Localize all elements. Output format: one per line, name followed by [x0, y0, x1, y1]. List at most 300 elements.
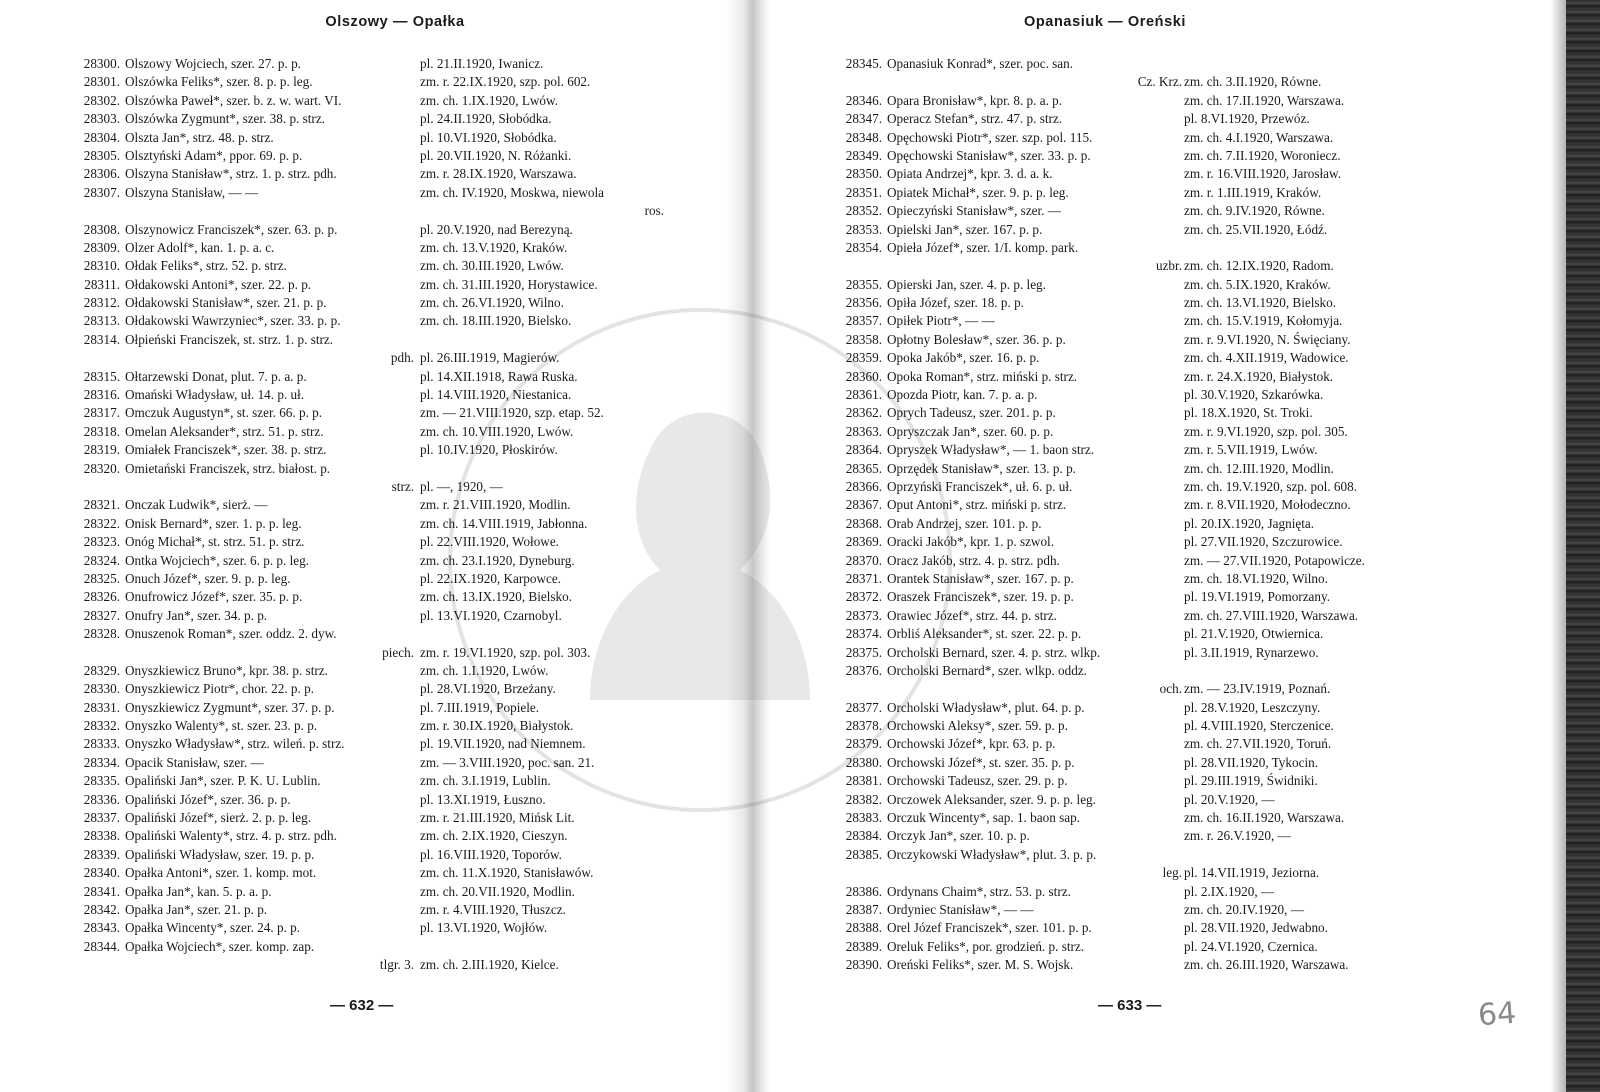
entry-name-rank-unit: Onuszenok Roman*, szer. oddz. 2. dyw.: [125, 626, 337, 642]
entry-fate: zm. ch. 5.IX.1920, Kraków.: [1184, 276, 1331, 292]
entry-number: 28341.: [83, 883, 120, 899]
entry-fate: zm. ch. 27.VIII.1920, Warszawa.: [1184, 607, 1359, 623]
list-item: [64, 221, 664, 239]
entry-row: [64, 147, 664, 165]
list-item: [64, 276, 664, 294]
page-number-right: — 633 —: [1098, 997, 1162, 1014]
entry-row: [826, 552, 1446, 570]
entry-row-continued: [826, 257, 1446, 275]
entry-number: 28360.: [845, 368, 882, 384]
entry-name-rank-unit: Opiata Andrzej*, kpr. 3. d. a. k.: [887, 166, 1053, 182]
entry-row: [826, 478, 1446, 496]
list-item: [64, 184, 664, 221]
entry-row: [826, 791, 1446, 809]
entry-fate-continued: ros.: [644, 203, 664, 219]
entry-name-rank-unit: Oracz Jakób, strz. 4. p. strz. pdh.: [887, 552, 1060, 568]
entry-fate: zm. ch. 1.IX.1920, Lwów.: [420, 92, 558, 108]
entry-number: 28375.: [845, 644, 882, 660]
entries-list-left: [64, 55, 664, 975]
list-item: [64, 938, 664, 975]
list-item: [826, 809, 1446, 827]
entry-fate: zm. ch. 12.IX.1920, Radom.: [1184, 258, 1334, 274]
list-item: [826, 956, 1446, 974]
entry-row: [826, 717, 1446, 735]
entry-number: 28343.: [83, 920, 120, 936]
list-item: [826, 441, 1446, 459]
entry-unit-continued: tlgr. 3.: [379, 957, 414, 973]
entry-number: 28357.: [845, 313, 882, 329]
entry-fate: zm. ch. 9.IV.1920, Równe.: [1184, 203, 1325, 219]
entry-number: 28312.: [83, 295, 120, 311]
entry-row: [64, 404, 664, 422]
entry-fate: pl. 8.VI.1920, Przewóz.: [1184, 111, 1310, 127]
entry-name-rank-unit: Olszynowicz Franciszek*, szer. 63. p. p.: [125, 221, 338, 237]
entry-number: 28367.: [845, 497, 882, 513]
entry-row: [826, 625, 1446, 643]
entry-name-rank-unit: Orantek Stanisław*, szer. 167. p. p.: [887, 570, 1074, 586]
list-item: [826, 846, 1446, 883]
list-item: [826, 92, 1446, 110]
entry-number: 28302.: [83, 92, 120, 108]
entry-fate: zm. r. 16.VIII.1920, Jarosław.: [1184, 166, 1341, 182]
entry-fate: zm. r. 26.V.1920, —: [1184, 828, 1291, 844]
entry-name-rank-unit: Ordyniec Stanisław*, — —: [887, 901, 1034, 917]
entry-row-continued: [64, 202, 664, 220]
entry-number: 28379.: [845, 736, 882, 752]
entry-number: 28311.: [84, 276, 120, 292]
entry-name-rank-unit: Olszyna Stanisław, — —: [125, 184, 259, 200]
list-item: [826, 717, 1446, 735]
entry-name-rank-unit: Opryszek Władysław*, — 1. baon strz.: [887, 442, 1095, 458]
entry-fate: pl. 18.X.1920, St. Troki.: [1184, 405, 1313, 421]
entry-fate: zm. r. 30.IX.1920, Białystok.: [420, 718, 574, 734]
entry-fate: zm. ch. 13.IX.1920, Bielsko.: [420, 589, 573, 605]
entry-number: 28389.: [845, 938, 882, 954]
entry-number: 28362.: [845, 405, 882, 421]
entry-fate: zm. ch. 2.IX.1920, Cieszyn.: [420, 828, 568, 844]
entry-number: 28315.: [83, 368, 120, 384]
entry-fate: pl. 22.IX.1920, Karpowce.: [420, 570, 561, 586]
list-item: [64, 864, 664, 882]
entry-number: 28328.: [83, 626, 120, 642]
list-item: [64, 147, 664, 165]
list-item: [826, 791, 1446, 809]
list-item: [64, 460, 664, 497]
entry-number: 28338.: [83, 828, 120, 844]
entry-name-rank-unit: Ołdakowski Wawrzyniec*, szer. 33. p. p.: [125, 313, 341, 329]
entry-name-rank-unit: Olszówka Feliks*, szer. 8. p. p. leg.: [125, 74, 313, 90]
list-item: [64, 735, 664, 753]
entry-unit-continued: uzbr.: [1155, 258, 1182, 274]
entry-number: 28314.: [83, 331, 120, 347]
entry-row: [826, 202, 1446, 220]
entry-row: [826, 331, 1446, 349]
entry-name-rank-unit: Onisk Bernard*, szer. 1. p. p. leg.: [125, 515, 302, 531]
entry-row: [64, 110, 664, 128]
entry-fate: pl. 20.IX.1920, Jagnięta.: [1184, 515, 1315, 531]
entry-fate: pl. 22.VIII.1920, Wołowe.: [420, 534, 559, 550]
entry-row: [826, 221, 1446, 239]
entry-row-continued: [826, 680, 1446, 698]
entry-number: 28327.: [83, 607, 120, 623]
entry-name-rank-unit: Opęchowski Piotr*, szer. szp. pol. 115.: [887, 129, 1093, 145]
entry-fate: zm. ch. 2.III.1920, Kielce.: [420, 957, 559, 973]
entry-number: 28334.: [83, 754, 120, 770]
entry-fate: zm. ch. 15.V.1919, Kołomyja.: [1184, 313, 1343, 329]
entry-number: 28385.: [845, 846, 882, 862]
entry-row: [64, 496, 664, 514]
entry-fate: zm. ch. 26.VI.1920, Wilno.: [420, 295, 564, 311]
list-item: [64, 55, 664, 73]
entry-fate: pl. 13.VI.1920, Wojłów.: [420, 920, 548, 936]
entry-row: [826, 423, 1446, 441]
entry-number: 28333.: [83, 736, 120, 752]
entry-number: 28323.: [83, 534, 120, 550]
entry-name-rank-unit: Onyszkiewicz Bruno*, kpr. 38. p. strz.: [125, 662, 328, 678]
entry-number: 28321.: [83, 497, 120, 513]
entry-row: [826, 515, 1446, 533]
entry-number: 28380.: [845, 754, 882, 770]
entry-fate: zm. r. 21.III.1920, Mińsk Lit.: [420, 810, 575, 826]
entry-name-rank-unit: Opoka Jakób*, szer. 16. p. p.: [887, 350, 1040, 366]
list-item: [64, 257, 664, 275]
left-page: [0, 0, 770, 1092]
entry-row: [826, 129, 1446, 147]
entry-name-rank-unit: Opłotny Bolesław*, szer. 36. p. p.: [887, 331, 1066, 347]
entry-name-rank-unit: Onyszkiewicz Zygmunt*, szer. 37. p. p.: [125, 699, 335, 715]
entry-number: 28320.: [83, 460, 120, 476]
entry-name-rank-unit: Omietański Franciszek, strz. białost. p.: [125, 460, 331, 476]
entry-row: [826, 184, 1446, 202]
entry-fate: pl. 4.VIII.1920, Sterczenice.: [1184, 718, 1334, 734]
entry-name-rank-unit: Orcholski Bernard*, szer. wlkp. oddz.: [887, 662, 1087, 678]
entry-name-rank-unit: Olszowy Wojciech, szer. 27. p. p.: [125, 56, 301, 71]
entry-fate: zm. ch. 1.I.1920, Lwów.: [420, 662, 549, 678]
entry-row: [64, 938, 664, 956]
list-item: [64, 533, 664, 551]
list-item: [64, 570, 664, 588]
entry-name-rank-unit: Onufry Jan*, szer. 34. p. p.: [125, 607, 268, 623]
entry-row: [64, 276, 664, 294]
entry-name-rank-unit: Opiłek Piotr*, — —: [887, 313, 995, 329]
list-item: [64, 515, 664, 533]
entry-number: 28300.: [83, 56, 120, 71]
list-item: [826, 625, 1446, 643]
entry-number: 28310.: [83, 258, 120, 274]
entry-fate: pl. 27.VII.1920, Szczurowice.: [1184, 534, 1343, 550]
entry-number: 28335.: [83, 773, 120, 789]
entry-number: 28340.: [83, 865, 120, 881]
entry-name-rank-unit: Ołdakowski Antoni*, szer. 22. p. p.: [125, 276, 312, 292]
entry-row: [826, 570, 1446, 588]
entry-number: 28344.: [83, 938, 120, 954]
entry-fate: zm. ch. 18.III.1920, Bielsko.: [420, 313, 572, 329]
entry-unit-continued: strz.: [391, 478, 414, 494]
entry-fate: zm. ch. 30.III.1920, Lwów.: [420, 258, 564, 274]
list-item: [64, 441, 664, 459]
entry-number: 28309.: [83, 239, 120, 255]
entry-fate: pl. 16.VIII.1920, Toporów.: [420, 846, 562, 862]
entry-name-rank-unit: Onufrowicz Józef*, szer. 35. p. p.: [125, 589, 303, 605]
entry-name-rank-unit: Opierski Jan, szer. 4. p. p. leg.: [887, 276, 1046, 292]
list-item: [826, 478, 1446, 496]
entry-name-rank-unit: Opieła Józef*, szer. 1/I. komp. park.: [887, 239, 1079, 255]
entry-row: [826, 938, 1446, 956]
entry-number: 28307.: [83, 184, 120, 200]
entry-row: [64, 699, 664, 717]
entry-fate: pl. 19.VI.1919, Pomorzany.: [1184, 589, 1331, 605]
list-item: [64, 331, 664, 368]
entry-row: [64, 772, 664, 790]
entry-row: [826, 644, 1446, 662]
entry-name-rank-unit: Opaliński Józef*, szer. 36. p. p.: [125, 791, 291, 807]
entry-name-rank-unit: Oprzyński Franciszek*, uł. 6. p. uł.: [887, 478, 1073, 494]
entry-name-rank-unit: Onyszko Walenty*, st. szer. 23. p. p.: [125, 718, 318, 734]
entry-fate: pl. 3.II.1919, Rynarzewo.: [1184, 644, 1319, 660]
entry-row: [826, 404, 1446, 422]
entry-name-rank-unit: Opiatek Michał*, szer. 9. p. p. leg.: [887, 184, 1069, 200]
list-item: [64, 368, 664, 386]
list-item: [826, 588, 1446, 606]
entry-fate: zm. r. 8.VII.1920, Mołodeczno.: [1184, 497, 1351, 513]
entry-name-rank-unit: Orchowski Aleksy*, szer. 59. p. p.: [887, 718, 1068, 734]
entry-name-rank-unit: Ordynans Chaim*, strz. 53. p. strz.: [887, 883, 1071, 899]
entry-number: 28345.: [845, 56, 882, 71]
entry-unit-continued: piech.: [382, 644, 414, 660]
entry-row: [826, 662, 1446, 680]
entry-number: 28303.: [83, 111, 120, 127]
entry-fate: pl. 14.XII.1918, Rawa Ruska.: [420, 368, 578, 384]
entry-number: 28301.: [83, 74, 120, 90]
entry-name-rank-unit: Olszta Jan*, strz. 48. p. strz.: [125, 129, 274, 145]
scan-edge-shadow: [1566, 0, 1600, 1092]
entry-row: [64, 791, 664, 809]
entry-row: [64, 846, 664, 864]
entry-name-rank-unit: Opara Bronisław*, kpr. 8. p. a. p.: [887, 92, 1063, 108]
entry-fate: pl. 14.VII.1919, Jeziorna.: [1184, 865, 1320, 881]
entry-row: [826, 276, 1446, 294]
entry-name-rank-unit: Olzer Adolf*, kan. 1. p. a. c.: [125, 239, 275, 255]
entry-fate: zm. ch. 16.II.1920, Warszawa.: [1184, 810, 1345, 826]
entry-name-rank-unit: Opałka Jan*, szer. 21. p. p.: [125, 901, 268, 917]
entry-number: 28356.: [845, 295, 882, 311]
entry-fate: zm. r. 1.III.1919, Kraków.: [1184, 184, 1322, 200]
entry-fate: pl. —, 1920, —: [420, 478, 503, 494]
entry-number: 28390.: [845, 957, 882, 973]
entry-fate: pl. 28.V.1920, Leszczyny.: [1184, 699, 1321, 715]
entry-number: 28353.: [845, 221, 882, 237]
entry-fate: zm. ch. 23.I.1920, Dyneburg.: [420, 552, 575, 568]
entry-row: [64, 552, 664, 570]
entry-name-rank-unit: Oprych Tadeusz, szer. 201. p. p.: [887, 405, 1056, 421]
entry-name-rank-unit: Oreński Feliks*, szer. M. S. Wojsk.: [887, 957, 1074, 973]
entry-number: 28354.: [845, 239, 882, 255]
entry-row: [64, 165, 664, 183]
entry-fate: pl. 29.III.1919, Świdniki.: [1184, 773, 1318, 789]
entry-row: [64, 680, 664, 698]
list-item: [826, 496, 1446, 514]
entry-fate: pl. 19.VII.1920, nad Niemnem.: [420, 736, 586, 752]
entry-name-rank-unit: Ontka Wojciech*, szer. 6. p. p. leg.: [125, 552, 310, 568]
entry-fate: zm. ch. 25.VII.1920, Łódź.: [1184, 221, 1328, 237]
entry-name-rank-unit: Omiałek Franciszek*, szer. 38. p. strz.: [125, 442, 327, 458]
list-item: [64, 607, 664, 625]
entry-fate: pl. 14.VIII.1920, Niestanica.: [420, 387, 572, 403]
entry-row: [64, 625, 664, 643]
entry-name-rank-unit: Opieczyński Stanisław*, szer. —: [887, 203, 1061, 219]
list-item: [64, 404, 664, 422]
list-item: [64, 827, 664, 845]
entry-fate: zm. ch. 13.V.1920, Kraków.: [420, 239, 568, 255]
entry-name-rank-unit: Opoka Roman*, strz. miński p. strz.: [887, 368, 1078, 384]
entry-number: 28325.: [83, 570, 120, 586]
page-number-left: — 632 —: [330, 997, 394, 1014]
list-item: [826, 662, 1446, 699]
list-item: [826, 919, 1446, 937]
entry-fate: zm. ch. 4.I.1920, Warszawa.: [1184, 129, 1334, 145]
entry-fate: zm. ch. 13.VI.1920, Bielsko.: [1184, 295, 1337, 311]
entry-fate: pl. 28.VII.1920, Jedwabno.: [1184, 920, 1328, 936]
entry-row: [826, 496, 1446, 514]
entry-name-rank-unit: Oracki Jakób*, kpr. 1. p. szwol.: [887, 534, 1055, 550]
entry-row: [64, 386, 664, 404]
entry-number: 28322.: [83, 515, 120, 531]
entry-row: [64, 331, 664, 349]
handwritten-note: 64: [1476, 995, 1518, 1034]
entry-row: [826, 312, 1446, 330]
entry-fate: zm. — 23.IV.1919, Poznań.: [1184, 681, 1331, 697]
entry-row: [64, 460, 664, 478]
entry-row: [64, 754, 664, 772]
list-item: [826, 331, 1446, 349]
entry-row: [826, 956, 1446, 974]
entry-number: 28351.: [845, 184, 882, 200]
entry-row: [64, 73, 664, 91]
entry-fate: pl. 10.VI.1920, Słobódka.: [420, 129, 557, 145]
list-item: [826, 772, 1446, 790]
entry-fate: pl. 28.VI.1920, Brzeżany.: [420, 681, 556, 697]
entry-row: [826, 901, 1446, 919]
entry-row: [826, 699, 1446, 717]
entry-row: [64, 312, 664, 330]
entry-row: [826, 809, 1446, 827]
entry-row: [64, 221, 664, 239]
entry-row: [64, 662, 664, 680]
entry-number: 28384.: [845, 828, 882, 844]
list-item: [64, 901, 664, 919]
entry-name-rank-unit: Orczykowski Władysław*, plut. 3. p. p.: [887, 846, 1097, 862]
entry-number: 28378.: [845, 718, 882, 734]
entry-number: 28339.: [83, 846, 120, 862]
entry-number: 28348.: [845, 129, 882, 145]
entry-number: 28386.: [845, 883, 882, 899]
entry-number: 28355.: [845, 276, 882, 292]
entry-number: 28329.: [83, 662, 120, 678]
entry-name-rank-unit: Olszyna Stanisław*, strz. 1. p. strz. pdh.: [125, 166, 337, 182]
entry-number: 28316.: [83, 387, 120, 403]
list-item: [64, 423, 664, 441]
entry-fate: zm. ch. 12.III.1920, Modlin.: [1184, 460, 1334, 476]
entry-number: 28366.: [845, 478, 882, 494]
entry-row: [64, 129, 664, 147]
entry-fate: zm. ch. 3.II.1920, Równe.: [1184, 74, 1322, 90]
entry-row: [64, 570, 664, 588]
list-item: [826, 699, 1446, 717]
entry-row-continued: [64, 956, 664, 974]
list-item: [826, 165, 1446, 183]
entry-row: [826, 368, 1446, 386]
entry-row: [64, 294, 664, 312]
entry-fate: zm. ch. 18.VI.1920, Wilno.: [1184, 570, 1328, 586]
running-head-left: Olszowy — Opałka: [325, 14, 465, 30]
list-item: [826, 221, 1446, 239]
entry-name-rank-unit: Orczowek Aleksander, szer. 9. p. p. leg.: [887, 791, 1096, 807]
entry-fate: pl. 28.VII.1920, Tykocin.: [1184, 754, 1318, 770]
list-item: [826, 349, 1446, 367]
entry-row: [826, 919, 1446, 937]
entry-number: 28318.: [83, 423, 120, 439]
entry-number: 28337.: [83, 810, 120, 826]
list-item: [826, 938, 1446, 956]
entry-number: 28349.: [845, 147, 882, 163]
entry-row: [826, 588, 1446, 606]
entry-name-rank-unit: Opałka Jan*, kan. 5. p. a. p.: [125, 883, 272, 899]
entry-number: 28383.: [845, 810, 882, 826]
entry-number: 28305.: [83, 147, 120, 163]
entry-fate: zm. ch. 31.III.1920, Horystawice.: [420, 276, 598, 292]
list-item: [64, 294, 664, 312]
entry-name-rank-unit: Orcholski Władysław*, plut. 64. p. p.: [887, 699, 1085, 715]
list-item: [64, 791, 664, 809]
entry-name-rank-unit: Oprzędek Stanisław*, szer. 13. p. p.: [887, 460, 1076, 476]
entry-row: [64, 883, 664, 901]
entry-number: 28364.: [845, 442, 882, 458]
entry-row: [826, 846, 1446, 864]
entry-number: 28306.: [83, 166, 120, 182]
entry-unit-continued: pdh.: [390, 350, 414, 366]
entry-fate: pl. 26.III.1919, Magierów.: [420, 350, 560, 366]
list-item: [64, 662, 664, 680]
list-item: [64, 386, 664, 404]
list-item: [826, 515, 1446, 533]
list-item: [826, 239, 1446, 276]
entry-row: [826, 735, 1446, 753]
entry-fate: zm. r. 4.VIII.1920, Tłuszcz.: [420, 901, 566, 917]
entry-number: 28342.: [83, 901, 120, 917]
list-item: [64, 239, 664, 257]
entry-row: [64, 239, 664, 257]
list-item: [64, 919, 664, 937]
list-item: [826, 735, 1446, 753]
entry-fate: pl. 20.V.1920, nad Berezyną.: [420, 221, 573, 237]
entry-number: 28304.: [83, 129, 120, 145]
entry-row: [826, 754, 1446, 772]
entry-fate: zm. ch. 3.I.1919, Lublin.: [420, 773, 551, 789]
entry-row: [64, 55, 664, 73]
list-item: [826, 404, 1446, 422]
entry-name-rank-unit: Orbliś Aleksander*, st. szer. 22. p. p.: [887, 626, 1082, 642]
entry-row: [826, 165, 1446, 183]
entry-number: 28370.: [845, 552, 882, 568]
entry-fate: zm. ch. 14.VIII.1919, Jabłonna.: [420, 515, 588, 531]
entry-row: [826, 460, 1446, 478]
list-item: [826, 276, 1446, 294]
entry-name-rank-unit: Orab Andrzej, szer. 101. p. p.: [887, 515, 1042, 531]
entry-name-rank-unit: Orczyk Jan*, szer. 10. p. p.: [887, 828, 1030, 844]
list-item: [826, 644, 1446, 662]
list-item: [826, 202, 1446, 220]
entry-fate: zm. ch. IV.1920, Moskwa, niewola: [420, 184, 604, 200]
